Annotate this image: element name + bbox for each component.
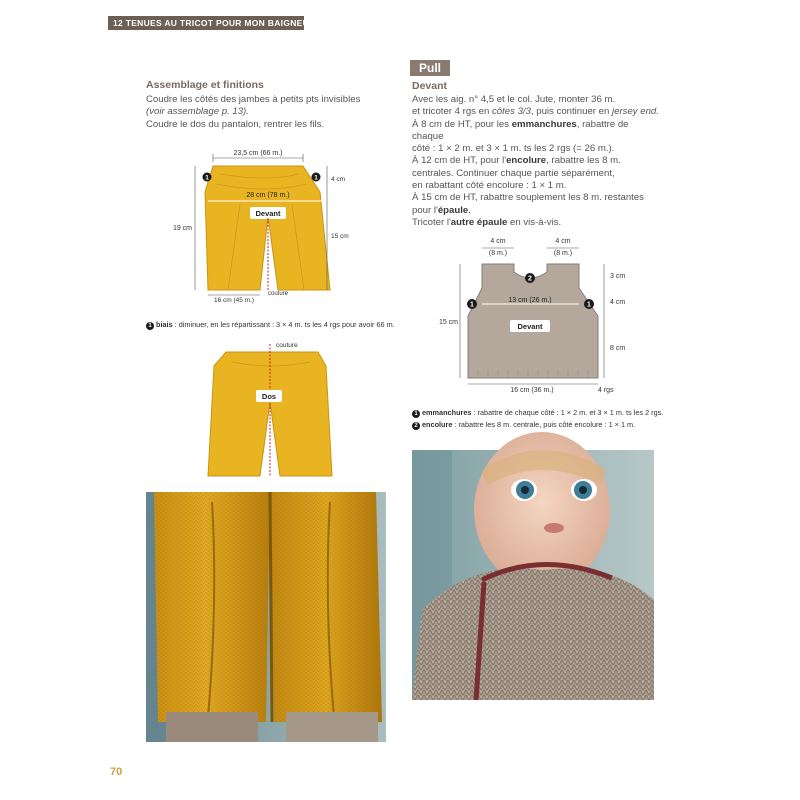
pants-height-leg: 15 cm <box>331 233 349 240</box>
page-number: 70 <box>110 766 123 778</box>
pull-line-10: Tricoter l'autre épaule en vis-à-vis. <box>412 216 562 228</box>
pants-top-width: 23,5 cm (66 m.) <box>233 150 283 157</box>
pull-line-3: À 8 cm de HT, pour les emmanchures, rabattre de chaque <box>412 118 629 142</box>
note-marker-1: 1 <box>146 322 154 330</box>
pull-text <box>412 94 662 229</box>
sweater-height-mid: 4 cm <box>610 299 626 306</box>
pull-subtitle: Devant <box>412 80 448 92</box>
pull-line-8: À 15 cm de HT, rabattre souplement les 8 m. restantes <box>412 192 644 204</box>
shoulder-right-cm: 4 cm <box>555 238 571 245</box>
pull-note-1 <box>412 408 663 418</box>
pants-front-diagram <box>172 144 360 314</box>
pull-line-9: pour l'épaule. <box>412 204 471 216</box>
svg-text:1: 1 <box>205 174 209 182</box>
svg-text:1: 1 <box>470 301 474 309</box>
pants-note <box>146 320 395 330</box>
sweater-front-diagram <box>432 232 632 400</box>
sweater-height-top: 3 cm <box>610 273 626 280</box>
shoulder-left-st: (8 m.) <box>488 250 508 257</box>
pull-line-5: À 12 cm de HT, pour l'encolure, rabattre les 8 m. <box>412 155 621 167</box>
pull-note-1-text: : rabattre de chaque côté : 1 × 2 m. et 3 × 1 m. ts les 2 rgs. <box>471 408 664 417</box>
pants-height-top: 4 cm <box>331 176 346 183</box>
assembly-line-2: (voir assemblage p. 13). <box>146 106 249 118</box>
pull-line-6: centrales. Continuer chaque partie séparément, <box>412 167 615 179</box>
pull-note-1-term: emmanchures <box>422 408 472 417</box>
pants-note-text: : diminuer, en les répartissant : 3 × 4 m. ts les 4 rgs pour avoir 66 m. <box>172 320 395 329</box>
pants-seam-label: couture <box>268 291 289 297</box>
sweater-bottom-width: 16 cm (36 m.) <box>510 387 554 394</box>
pants-note-term: biais <box>156 320 173 329</box>
pants-front-label: Devant <box>255 209 281 218</box>
running-title: 12 TENUES AU TRICOT POUR MON BAIGNEUR <box>108 16 304 30</box>
note-marker-1: 1 <box>412 410 420 418</box>
pants-back-seam-label: couture <box>276 342 298 349</box>
photo-doll-sweater <box>412 450 654 700</box>
pants-back-diagram <box>200 338 350 480</box>
pull-line-4: côté : 1 × 2 m. et 3 × 1 m. ts les 2 rgs (= 26 m.). <box>412 143 615 155</box>
sweater-chest-width: 13 cm (26 m.) <box>508 297 552 304</box>
pull-badge: Pull <box>410 60 450 76</box>
sweater-rows: 4 rgs <box>598 387 614 394</box>
assembly-line-1: Coudre les côtés des jambes à petits pts invisibles <box>146 94 361 105</box>
pull-note-2-text: : rabattre les 8 m. centrale, puis côté encolure : 1 × 1 m. <box>452 420 636 429</box>
svg-text:2: 2 <box>528 275 532 283</box>
pants-inner-width: 28 cm (78 m.) <box>246 192 290 199</box>
sweater-height-bottom: 8 cm <box>610 345 626 352</box>
pull-note-2 <box>412 420 635 430</box>
assembly-title: Assemblage et finitions <box>146 79 264 91</box>
pants-height-total: 19 cm <box>172 225 192 232</box>
svg-text:1: 1 <box>314 174 318 182</box>
pull-note-2-term: encolure <box>422 420 453 429</box>
pull-line-2: et tricoter 4 rgs en côtes 3/3, puis continuer en jersey end. <box>412 106 659 118</box>
pull-line-1: Avec les aig. n° 4,5 et le col. Jute, monter 36 m. <box>412 94 616 105</box>
assembly-text <box>146 94 376 131</box>
pants-back-label: Dos <box>261 392 277 401</box>
pull-line-7: en rabattant côté encolure : 1 × 1 m. <box>412 180 567 192</box>
sweater-height-total: 15 cm <box>438 319 458 326</box>
shoulder-right-st: (8 m.) <box>553 250 573 257</box>
shoulder-left-cm: 4 cm <box>490 238 506 245</box>
photo-yellow-pants <box>146 492 386 742</box>
pants-bottom-width: 16 cm (45 m.) <box>213 297 255 304</box>
assembly-line-3: Coudre le dos du pantalon, rentrer les fils. <box>146 118 325 130</box>
sweater-front-label: Devant <box>517 322 543 331</box>
note-marker-2: 2 <box>412 422 420 430</box>
svg-text:1: 1 <box>587 301 591 309</box>
